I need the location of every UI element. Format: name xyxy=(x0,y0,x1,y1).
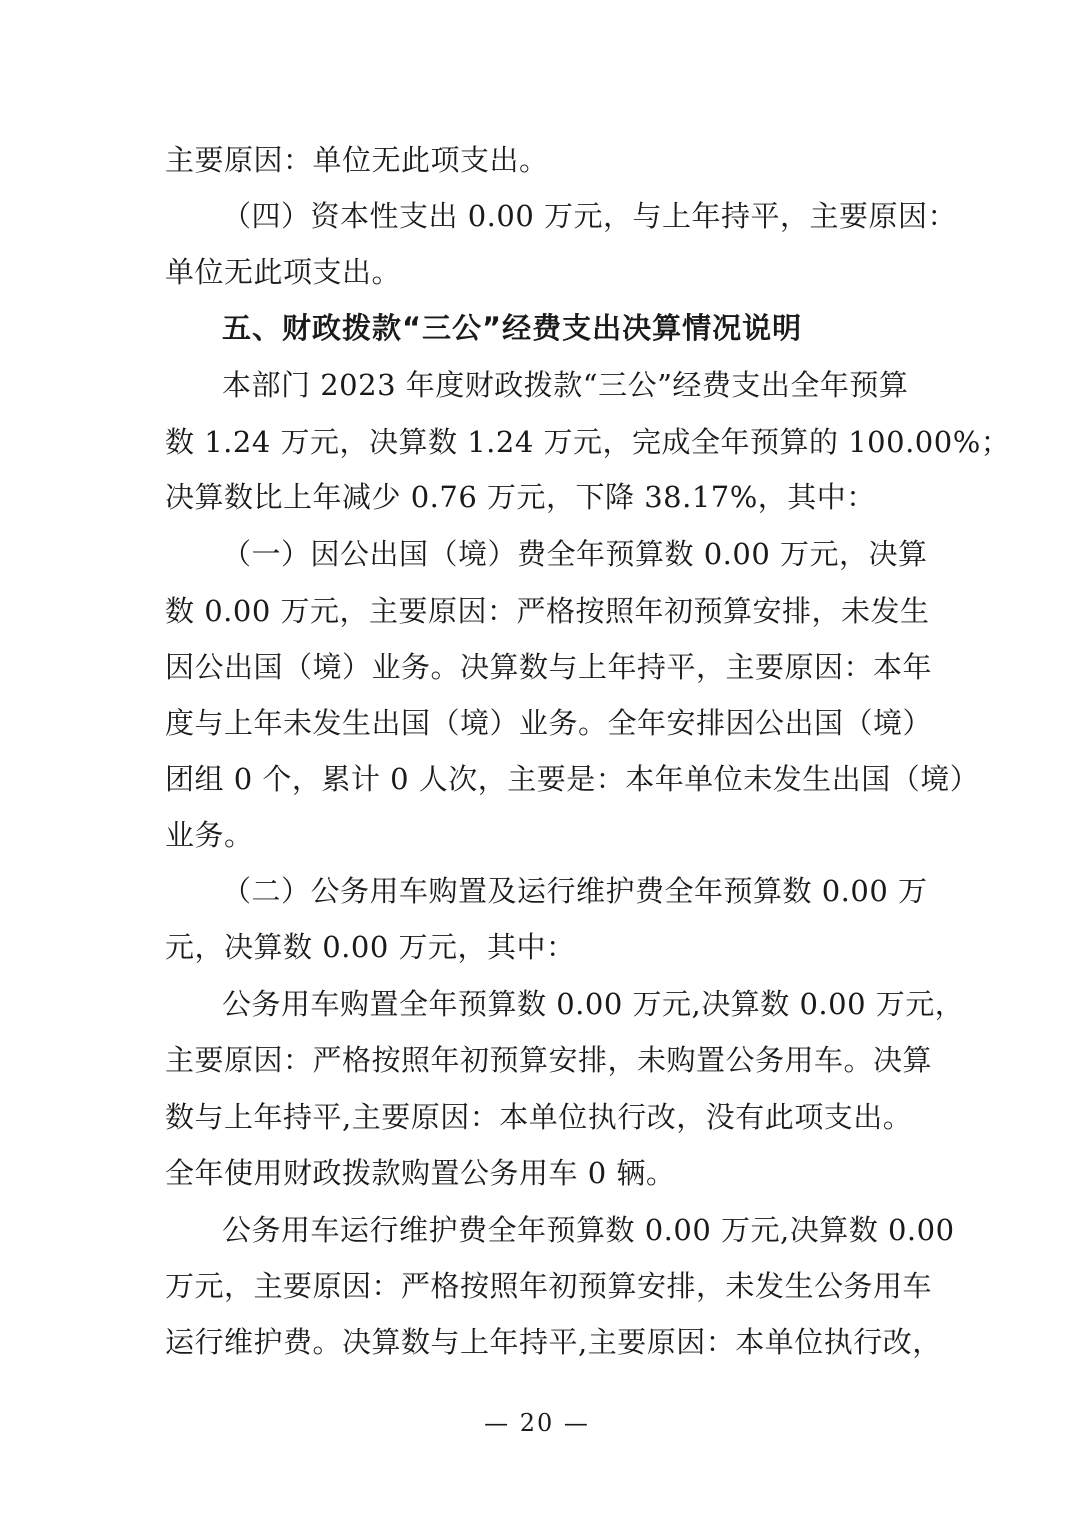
text-line-9: 数 0.00 万元，主要原因：严格按照年初预算安排，未发生 xyxy=(165,594,930,628)
text-line-15: 元，决算数 0.00 万元，其中： xyxy=(165,930,576,964)
text-line-14: （二）公务用车购置及运行维护费全年预算数 0.00 万 xyxy=(222,874,928,908)
text-line-17: 主要原因：严格按照年初预算安排，未购置公务用车。决算 xyxy=(165,1043,933,1077)
text-line-19: 全年使用财政拨款购置公务用车 0 辆。 xyxy=(165,1156,676,1190)
section-heading: 五、财政拨款“三公”经费支出决算情况说明 xyxy=(222,311,803,345)
text-line-2: （四）资本性支出 0.00 万元，与上年持平，主要原因： xyxy=(222,199,958,233)
text-line-13: 业务。 xyxy=(165,818,254,852)
text-line-7: 决算数比上年减少 0.76 万元，下降 38.17%，其中： xyxy=(165,480,876,514)
text-line-20: 公务用车运行维护费全年预算数 0.00 万元,决算数 0.00 xyxy=(222,1213,955,1247)
text-line-10: 因公出国（境）业务。决算数与上年持平，主要原因：本年 xyxy=(165,650,933,684)
text-line-12: 团组 0 个，累计 0 人次，主要是：本年单位未发生出国（境） xyxy=(165,762,980,796)
text-line-5: 本部门 2023 年度财政拨款“三公”经费支出全年预算 xyxy=(222,368,909,402)
text-line-18: 数与上年持平,主要原因：本单位执行改，没有此项支出。 xyxy=(165,1100,913,1134)
text-line-1: 主要原因：单位无此项支出。 xyxy=(165,143,549,177)
text-line-11: 度与上年未发生出国（境）业务。全年安排因公出国（境） xyxy=(165,706,933,740)
text-line-22: 运行维护费。决算数与上年持平,主要原因：本单位执行改， xyxy=(165,1325,942,1359)
text-line-16: 公务用车购置全年预算数 0.00 万元,决算数 0.00 万元， xyxy=(222,987,965,1021)
text-line-8: （一）因公出国（境）费全年预算数 0.00 万元，决算 xyxy=(222,537,928,571)
text-line-6: 数 1.24 万元，决算数 1.24 万元，完成全年预算的 100.00%； xyxy=(165,425,1011,459)
text-line-3: 单位无此项支出。 xyxy=(165,255,402,289)
text-line-21: 万元，主要原因：严格按照年初预算安排，未发生公务用车 xyxy=(165,1269,933,1303)
page-number: — 20 — xyxy=(484,1409,590,1437)
